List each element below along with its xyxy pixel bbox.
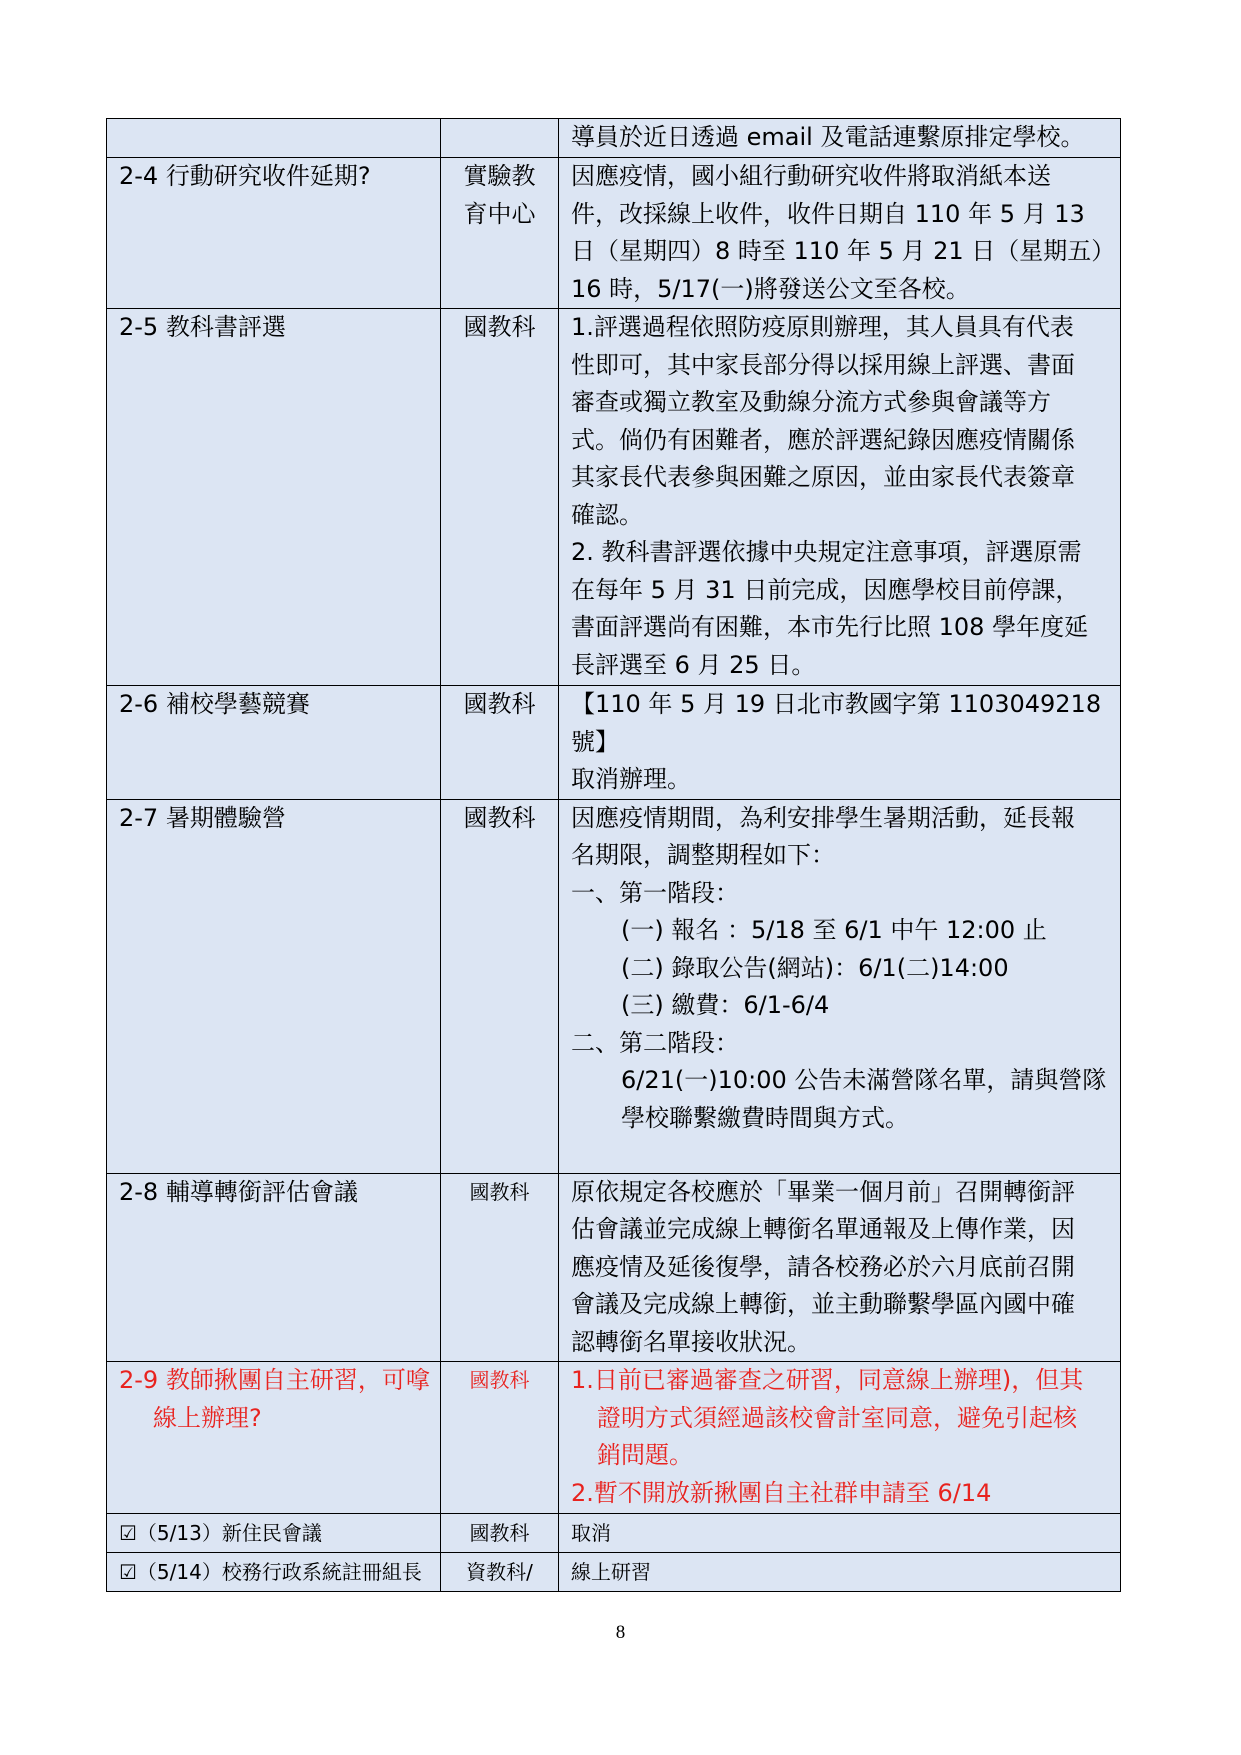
content-line: (一) 報名 ：5/18 至 6/1 中午 12:00 止 [621, 916, 1047, 944]
item-cell [107, 686, 441, 800]
item-title: ☑（5/13）新住民會議 [119, 1521, 322, 1545]
table-row [107, 686, 1121, 800]
item-cell [107, 1553, 441, 1592]
content-line: (二) 錄取公告(網站)：6/1(二)14:00 [621, 953, 1009, 982]
table-row [107, 1362, 1121, 1514]
content-line: 6/21(一)10:00 公告未滿營隊名單，請與營隊 [621, 1066, 1107, 1094]
item-cell [107, 309, 441, 686]
content-line: 二、第二階段： [571, 1028, 739, 1057]
unit-label: 實驗教 [463, 162, 536, 190]
unit-cell [441, 1514, 559, 1553]
unit-label: 國教科 [463, 803, 536, 832]
item-cell [107, 158, 441, 309]
unit-label: 國教科 [469, 1368, 530, 1392]
content-line: 取消 [571, 1521, 611, 1545]
item-title: 2-7 暑期體驗營 [119, 803, 286, 832]
table-row [107, 1514, 1121, 1553]
item-title: ☑（5/14）校務行政系統註冊組長 [119, 1560, 422, 1584]
content-cell [559, 1553, 1121, 1592]
content-line: 16 時，5/17(一)將發送公文至各校。 [571, 274, 970, 303]
content-line: 【110 年 5 月 19 日北市教國字第 1103049218 [571, 690, 1102, 718]
unit-cell [441, 686, 559, 800]
unit-cell [441, 119, 559, 158]
page-number: 8 [615, 1622, 626, 1643]
unit-label: 國教科 [469, 1521, 530, 1545]
item-title: 2-5 教科書評選 [119, 313, 286, 341]
item-cell [107, 799, 441, 1173]
content-line: 2.暫不開放新揪團自主社群申請至 6/14 [571, 1478, 992, 1507]
content-cell [559, 119, 1121, 158]
unit-cell [441, 158, 559, 309]
content-line: 2. 教科書評選依據中央規定注意事項，評選原需 [571, 538, 1082, 566]
item-title: 2-6 補校學藝競賽 [119, 690, 310, 718]
content-line: 會議及完成線上轉銜，並主動聯繫學區內國中確 [571, 1290, 1075, 1318]
unit-label: 國教科 [463, 313, 536, 341]
content-line: 銷問題。 [597, 1441, 693, 1469]
unit-label: 國教科 [469, 1179, 530, 1204]
unit-cell [441, 309, 559, 686]
content-line: 性即可，其中家長部分得以採用線上評選、書面 [571, 350, 1075, 379]
content-line: 導員於近日透過 email 及電話連繫原排定學校。 [571, 123, 1085, 151]
content-line: 其家長代表參與困難之原因，並由家長代表簽章 [571, 463, 1075, 491]
content-line: 書面評選尚有困難，本市先行比照 108 學年度延 [571, 613, 1089, 641]
content-line: 1.評選過程依照防疫原則辦理，其人員具有代表 [571, 313, 1074, 341]
content-line: 名期限，調整期程如下： [571, 841, 835, 869]
content-line: 認轉銜名單接收狀況。 [571, 1327, 811, 1356]
table-row [107, 1553, 1121, 1592]
content-line: 因應疫情，國小組行動研究收件將取消紙本送 [571, 162, 1051, 190]
content-cell [559, 799, 1121, 1173]
item-title: 2-9 教師揪團自主研習，可嗱 [119, 1366, 430, 1394]
content-line: 證明方式須經過該校會計室同意，避免引起核 [597, 1403, 1077, 1432]
schedule-table [106, 118, 1121, 1592]
content-line: 日（星期四）8 時至 110 年 5 月 21 日（星期五） [571, 237, 1116, 265]
content-line: 線上研習 [571, 1560, 651, 1584]
content-cell [559, 1514, 1121, 1553]
content-cell [559, 158, 1121, 309]
unit-cell [441, 1362, 559, 1514]
content-line: 原依規定各校應於「畢業一個月前」召開轉銜評 [571, 1177, 1075, 1206]
table-row [107, 799, 1121, 1173]
item-cell [107, 1362, 441, 1514]
content-line: 因應疫情期間，為利安排學生暑期活動，延長報 [571, 803, 1075, 832]
item-cell [107, 1173, 441, 1362]
item-title: 2-8 輔導轉銜評估會議 [119, 1177, 358, 1206]
table-row [107, 158, 1121, 309]
item-title: 2-4 行動研究收件延期? [119, 162, 371, 190]
content-cell [559, 1362, 1121, 1514]
content-line: 確認。 [571, 500, 643, 529]
table-row [107, 1173, 1121, 1362]
unit-cell [441, 1553, 559, 1592]
item-cell [107, 119, 441, 158]
table-row [107, 119, 1121, 158]
content-line: 式。倘仍有困難者，應於評選紀錄因應疫情關係 [571, 425, 1075, 454]
content-line: 取消辦理。 [571, 765, 691, 793]
content-cell [559, 686, 1121, 800]
content-line: 在每年 5 月 31 日前完成，因應學校目前停課， [571, 575, 1080, 604]
content-line: 審查或獨立教室及動線分流方式參與會議等方 [571, 388, 1051, 416]
content-line: 號】 [571, 727, 619, 756]
content-line: 學校聯繫繳費時間與方式。 [621, 1103, 909, 1132]
content-line: 估會議並完成線上轉銜名單通報及上傳作業，因 [571, 1215, 1075, 1243]
content-cell [559, 1173, 1121, 1362]
content-cell [559, 309, 1121, 686]
unit-cell [441, 799, 559, 1173]
item-title: 線上辦理? [153, 1403, 262, 1432]
unit-cell [441, 1173, 559, 1362]
content-line: (三) 繳費：6/1-6/4 [621, 991, 830, 1019]
content-line: 件，改採線上收件，收件日期自 110 年 5 月 13 [571, 199, 1085, 228]
table-row [107, 309, 1121, 686]
unit-label: 國教科 [463, 690, 536, 718]
item-cell [107, 1514, 441, 1553]
content-line: 一、第一階段： [571, 878, 739, 907]
unit-label: 資教科/ [466, 1560, 533, 1584]
content-line: 應疫情及延後復學，請各校務必於六月底前召開 [571, 1252, 1075, 1281]
unit-label: 育中心 [463, 199, 536, 228]
content-line: 長評選至 6 月 25 日。 [571, 650, 816, 679]
content-line: 1.日前已審過審查之研習，同意線上辦理)，但其 [571, 1366, 1084, 1394]
